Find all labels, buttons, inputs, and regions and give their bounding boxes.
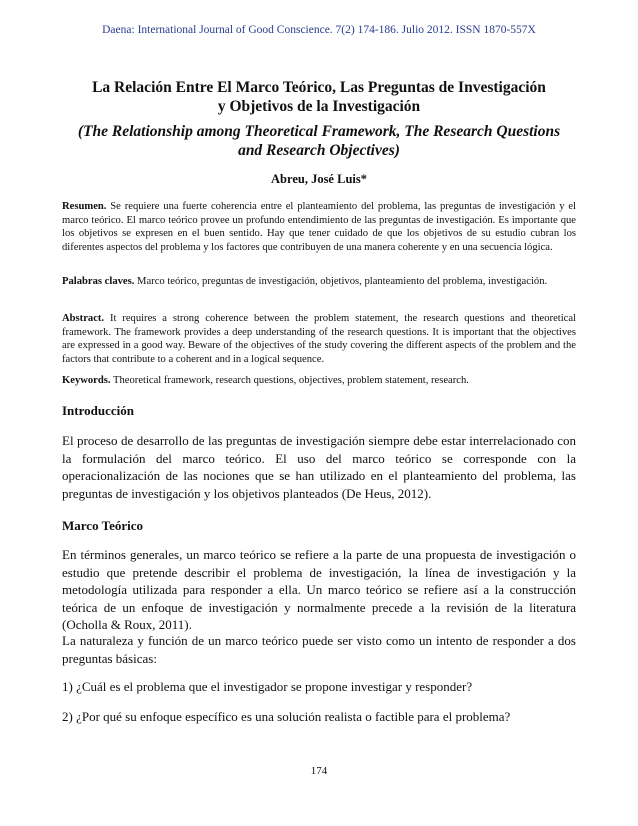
paper-subtitle-english: (The Relationship among Theoretical Framework, The Research Questions and Research Objectives) (77, 123, 561, 159)
author-name: Abreu, José Luis* (271, 172, 367, 186)
intro-paragraph: El proceso de desarrollo de las preguntas de investigación siempre debe estar interrelacionado con la formulación del marco teórico. El uso del marco teórico se corresponde con la operacionalización de las nociones que se han utilizado en el planteamiento del problema, las preguntas de investigación y los objetivos planteados (De Heus, 2012). (62, 433, 576, 501)
keywords-english-label: Keywords. (62, 375, 111, 386)
page-number: 174 (310, 765, 328, 777)
abstract-english-label: Abstract. (62, 313, 105, 324)
abstract-spanish-label: Resumen. (62, 201, 107, 212)
paper-title: La Relación Entre El Marco Teórico, Las Preguntas de Investigación y Objetivos de la Investigación (92, 79, 546, 115)
question-1: 1) ¿Cuál es el problema que el investigador se propone investigar y responder? (62, 679, 473, 694)
question-2: 2) ¿Por qué su enfoque específico es una solución realista o factible para el problema? (62, 709, 511, 724)
abstract-spanish (62, 200, 576, 254)
abstract-english (62, 312, 576, 366)
section-heading-introduccion: Introducción (62, 403, 134, 418)
section-heading-marco-teorico: Marco Teórico (62, 518, 143, 533)
keywords-english-text: Theoretical framework, research questions, objectives, problem statement, research. (110, 375, 469, 386)
keywords-spanish-label: Palabras claves. (62, 276, 135, 287)
keywords-english (62, 374, 576, 388)
abstract-spanish-text: Se requiere una fuerte coherencia entre el planteamiento del problema, las preguntas de investigación y el marco teórico. El marco teórico provee un profundo entendimiento de las preguntas de investigación. Es importante que los objetivos se expresen en el buen sentido. Hay que tener cuidado de que los objetivos de su estudio cubran los diferentes aspectos del problema y los factores que contribuyen de una manera coherente y en una secuencia lógica. (62, 201, 576, 253)
abstract-english-text: It requires a strong coherence between the problem statement, the research questions and theoretical framework. The framework provides a deep understanding of the research questions. It is important that the objectives are expressed in a good way. Beware of the objectives of the study covering the different aspects of the problem and the factors that contribute to a coherent and in a logical sequence. (62, 313, 576, 365)
keywords-spanish (62, 275, 576, 289)
marco-paragraph-2: La naturaleza y función de un marco teórico puede ser visto como un intento de responder a dos preguntas básicas: (62, 633, 576, 666)
keywords-spanish-text: Marco teórico, preguntas de investigación, objetivos, planteamiento del problema, investigación. (134, 276, 548, 287)
journal-header: Daena: International Journal of Good Conscience. 7(2) 174-186. Julio 2012. ISSN 1870-557X (102, 24, 536, 36)
marco-paragraph-1: En términos generales, un marco teórico se refiere a la parte de una propuesta de investigación o estudio que pretende describir el problema de investigación, la línea de investigación y la metodología utilizada para responder a ella. Un marco teórico se refiere así a la construcción teórica de un enfoque de investigación y normalmente precede a la revisión de la literatura (Ocholla & Roux, 2011). (62, 547, 576, 632)
